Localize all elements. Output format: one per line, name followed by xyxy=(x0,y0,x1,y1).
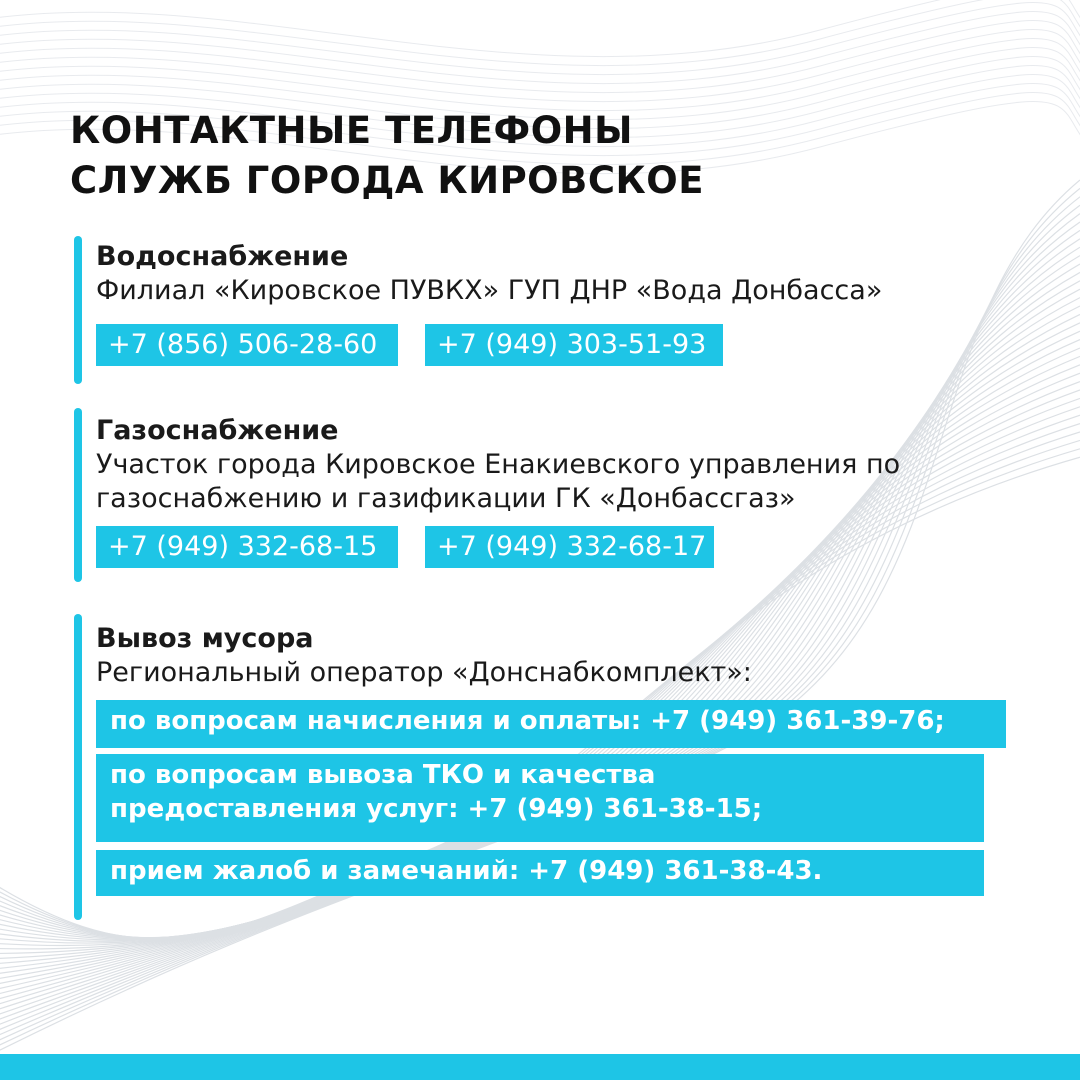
section-heading: Вывоз мусора xyxy=(96,623,314,654)
section-accent-bar xyxy=(74,236,82,384)
title-line-2: СЛУЖБ ГОРОДА КИРОВСКОЕ xyxy=(70,159,704,202)
section-description xyxy=(96,448,994,516)
title-line-1: КОНТАКТНЫЕ ТЕЛЕФОНЫ xyxy=(70,109,633,152)
description-line: газоснабжению и газификации ГК «Донбассгаз» xyxy=(96,483,796,514)
page-title xyxy=(70,106,704,206)
info-box-text: по вопросам вывоза ТКО и качества xyxy=(110,760,656,790)
section-heading: Водоснабжение xyxy=(96,241,349,272)
info-box-billing[interactable] xyxy=(96,700,1006,748)
section-water xyxy=(74,236,994,384)
info-box-text: по вопросам начисления и оплаты: +7 (949) 361-39-76; xyxy=(110,706,945,736)
section-accent-bar xyxy=(74,408,82,582)
phone-badge[interactable]: +7 (856) 506-28-60 xyxy=(96,324,398,366)
description-line: Региональный оператор «Донснабкомплект»: xyxy=(96,657,752,688)
phone-badge[interactable]: +7 (949) 332-68-15 xyxy=(96,526,398,568)
info-box-text: предоставления услуг: +7 (949) 361-38-15; xyxy=(110,794,763,824)
footer-accent-bar xyxy=(0,1054,1080,1080)
phone-badge[interactable]: +7 (949) 332-68-17 xyxy=(425,526,714,568)
section-heading: Газоснабжение xyxy=(96,415,339,446)
section-garbage xyxy=(74,614,1014,920)
phone-badge[interactable]: +7 (949) 303-51-93 xyxy=(425,324,723,366)
info-box-removal[interactable] xyxy=(96,754,984,842)
section-description xyxy=(96,656,1014,690)
info-box-complaints[interactable] xyxy=(96,850,984,896)
info-box-text: прием жалоб и замечаний: +7 (949) 361-38-43. xyxy=(110,856,823,886)
section-description xyxy=(96,274,994,308)
description-line: Участок города Кировское Енакиевского управления по xyxy=(96,449,901,480)
section-gas xyxy=(74,408,994,582)
section-accent-bar xyxy=(74,614,82,920)
description-line: Филиал «Кировское ПУВКХ» ГУП ДНР «Вода Донбасса» xyxy=(96,275,883,306)
